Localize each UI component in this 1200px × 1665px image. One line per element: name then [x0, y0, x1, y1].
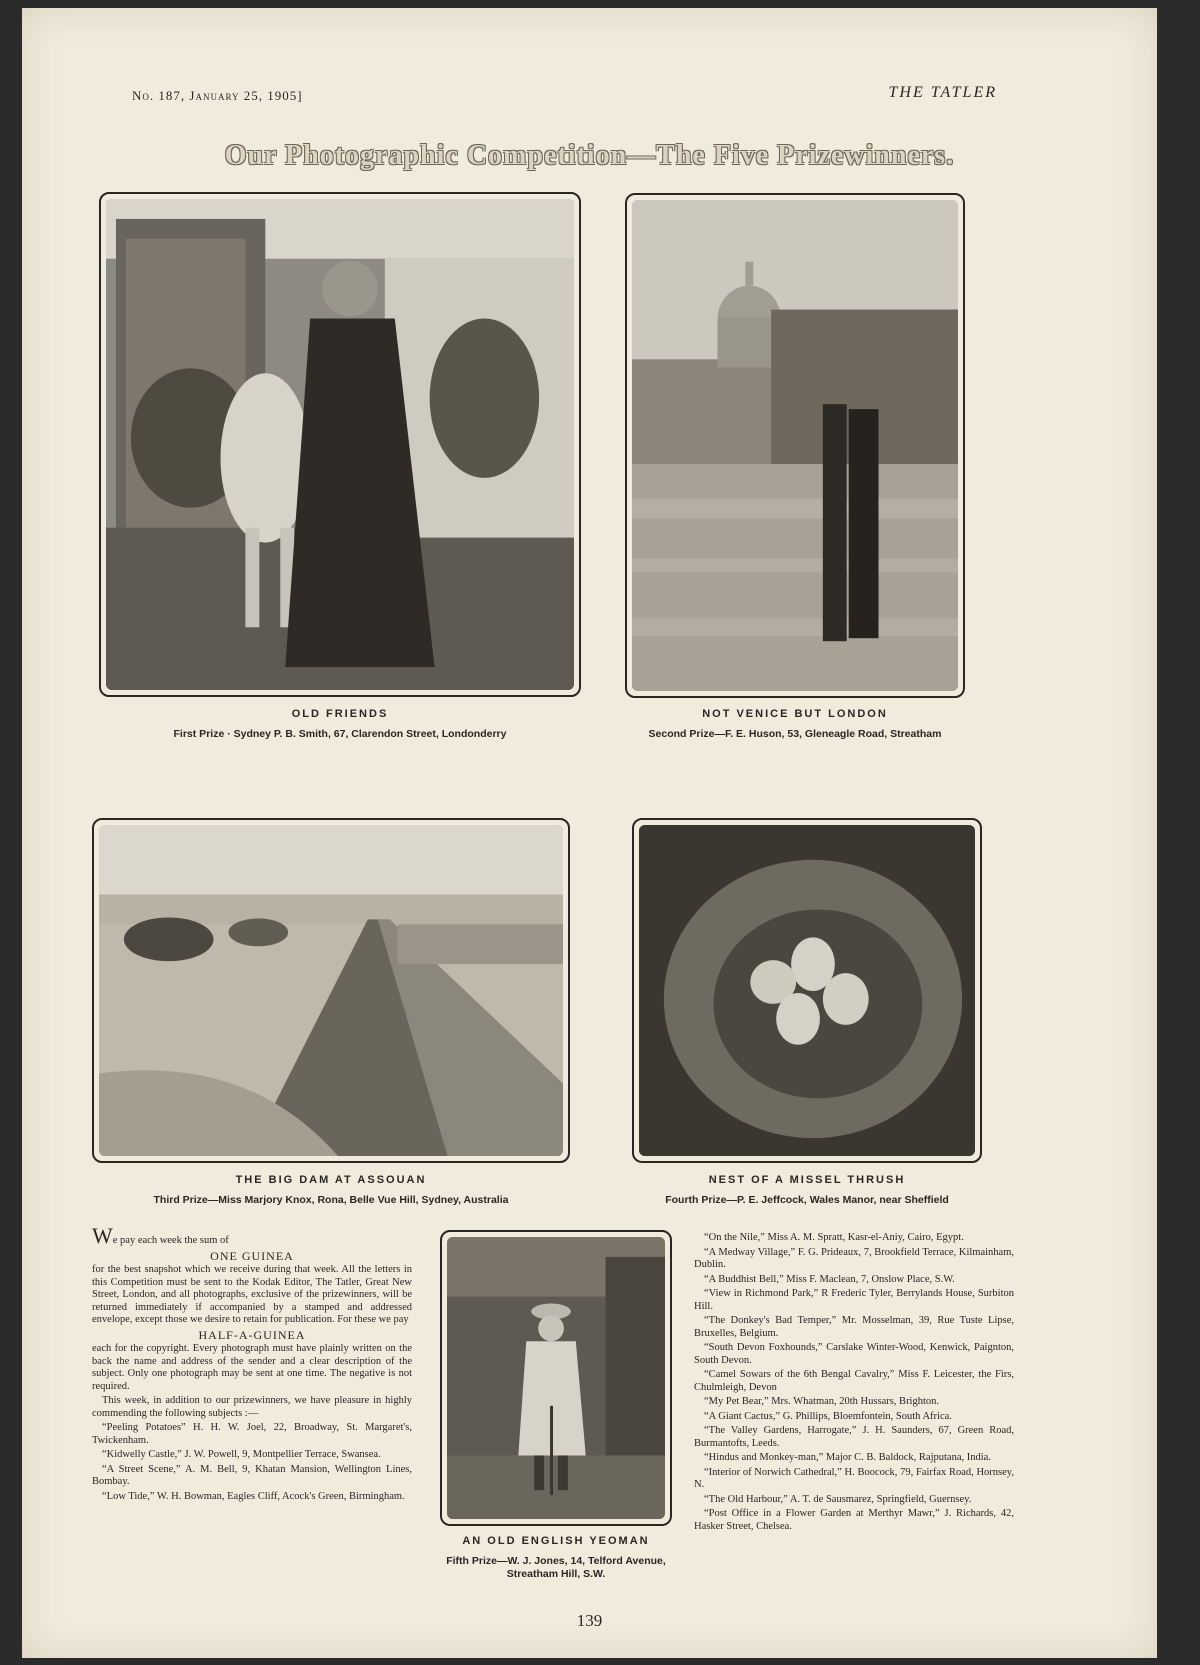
commended-entry: “South Devon Foxhounds,” Carslake Winter-Wood, Kenwick, Paignton, South Devon. [694, 1342, 1014, 1366]
commended-entry: “Interior of Norwich Cathedral,” H. Boocock, 79, Fairfax Road, Hornsey, N. [694, 1466, 1014, 1490]
commended-entry: “My Pet Bear,” Mrs. Whatman, 20th Hussars, Brighton. [704, 1396, 940, 1407]
caption-title: THE BIG DAM AT ASSOUAN [235, 1174, 427, 1186]
caption-yeoman [420, 1535, 692, 1580]
caption-credit-line2: Streatham Hill, S.W. [506, 1568, 606, 1580]
caption-title: NOT VENICE BUT LONDON [702, 708, 888, 720]
caption-credit: First Prize · Sydney P. B. Smith, 67, Clarendon Street, Londonderry [173, 728, 507, 740]
commended-entry: “A Buddhist Bell,” Miss F. Maclean, 7, Onslow Place, S.W. [704, 1273, 955, 1285]
photo-nest [632, 818, 982, 1163]
caption-title: OLD FRIENDS [291, 708, 389, 720]
photo-big-dam [92, 818, 570, 1163]
commended-entry: “Kidwelly Castle,” J. W. Powell, 9, Montpellier Terrace, Swansea. [102, 1449, 381, 1460]
commended-entry: “Camel Sowars of the 6th Bengal Cavalry,” Miss F. Leicester, the Firs, Chulmleigh, Devon [694, 1369, 1014, 1393]
photo-yeoman [440, 1230, 672, 1526]
caption-credit: Third Prize—Miss Marjory Knox, Rona, Belle Vue Hill, Sydney, Australia [153, 1194, 509, 1206]
commended-entry: “The Old Harbour,” A. T. de Sausmarez, Springfield, Guernsey. [704, 1493, 972, 1505]
intro-text: e pay each week the sum of [112, 1235, 229, 1246]
photo-old-friends [99, 192, 581, 697]
photo-not-venice [625, 193, 965, 698]
commended-entry: “A Street Scene,” A. M. Bell, 9, Khatan Mansion, Wellington Lines, Bombay. [92, 1463, 412, 1487]
dropcap: W [92, 1223, 113, 1248]
commended-entry: “Peeling Potatoes” H. H. W. Joel, 22, Broadway, St. Margaret's, Twickenham. [92, 1422, 412, 1446]
rules-paragraph: for the best snapshot which we receive during that week. All the letters in this Competition must be sent to the Kodak Editor, The Tatler, Great New Street, London, and all photographs, exclusive of the prizewinners, will be returned immediately if accompanied by a stamped and addressed envelope, except those we desire to retain for publication. For these we pay [92, 1264, 412, 1325]
caption-old-friends [99, 708, 581, 740]
prize-sum-one: ONE GUINEA [210, 1248, 294, 1263]
copyright-paragraph: each for the copyright. Every photograph must have plainly written on the back the name and address of the sender and a clear description of the subject. Only one photograph may be sent at one time. The negative is not required. [92, 1343, 412, 1392]
caption-title: NEST OF A MISSEL THRUSH [708, 1174, 906, 1186]
commended-entry: “A Medway Village,” F. G. Prideaux, 7, Brookfield Terrace, Kilmainham, Dublin. [694, 1246, 1014, 1270]
caption-nest [612, 1174, 1002, 1206]
commended-entry: “A Giant Cactus,” G. Phillips, Bloemfontein, South Africa. [704, 1410, 952, 1422]
caption-credit: Fourth Prize—P. E. Jeffcock, Wales Manor, near Sheffield [665, 1194, 949, 1206]
competition-rules-column [92, 1223, 412, 1505]
page-title: Our Photographic Competition—The Five Prizewinners. [224, 140, 955, 171]
commended-entry: “Post Office in a Flower Garden at Merthyr Mawr,” J. Richards, 42, Hasker Street, Chelsea. [694, 1508, 1014, 1532]
commended-list-column [694, 1232, 1014, 1535]
issue-header: No. 187, January 25, 1905] [132, 88, 303, 103]
caption-credit-line1: Fifth Prize—W. J. Jones, 14, Telford Avenue, [446, 1555, 666, 1567]
caption-credit: Second Prize—F. E. Huson, 53, Gleneagle Road, Streatham [648, 728, 942, 740]
commended-entry: “Low Tide,” W. H. Bowman, Eagles Cliff, Acock's Green, Birmingham. [102, 1490, 405, 1502]
commended-entry: “The Donkey's Bad Temper,” Mr. Mosselman, 39, Rue Tuste Lipse, Bruxelles, Belgium. [694, 1315, 1014, 1339]
commended-entry: “Hindus and Monkey-man,” Major C. B. Baldock, Rajputana, India. [704, 1452, 991, 1463]
commended-entry: “View in Richmond Park,” R Frederic Tyler, Berrylands House, Surbiton Hill. [694, 1288, 1014, 1312]
caption-big-dam [92, 1174, 570, 1206]
caption-not-venice [615, 708, 975, 740]
page-number: 139 [576, 1611, 603, 1630]
commended-entry: “On the Nile,” Miss A. M. Spratt, Kasr-el-Aniy, Cairo, Egypt. [704, 1232, 964, 1243]
caption-title: AN OLD ENGLISH YEOMAN [462, 1535, 650, 1547]
commended-entry: “The Valley Gardens, Harrogate,” J. H. Saunders, 67, Green Road, Burmantofts, Leeds. [694, 1425, 1014, 1449]
commendation-intro: This week, in addition to our prizewinners, we have pleasure in highly commending the following subjects :— [92, 1395, 412, 1419]
magazine-page [22, 8, 1157, 1658]
prize-sum-two: HALF-A-GUINEA [198, 1327, 306, 1342]
magazine-name: THE TATLER [888, 84, 997, 101]
